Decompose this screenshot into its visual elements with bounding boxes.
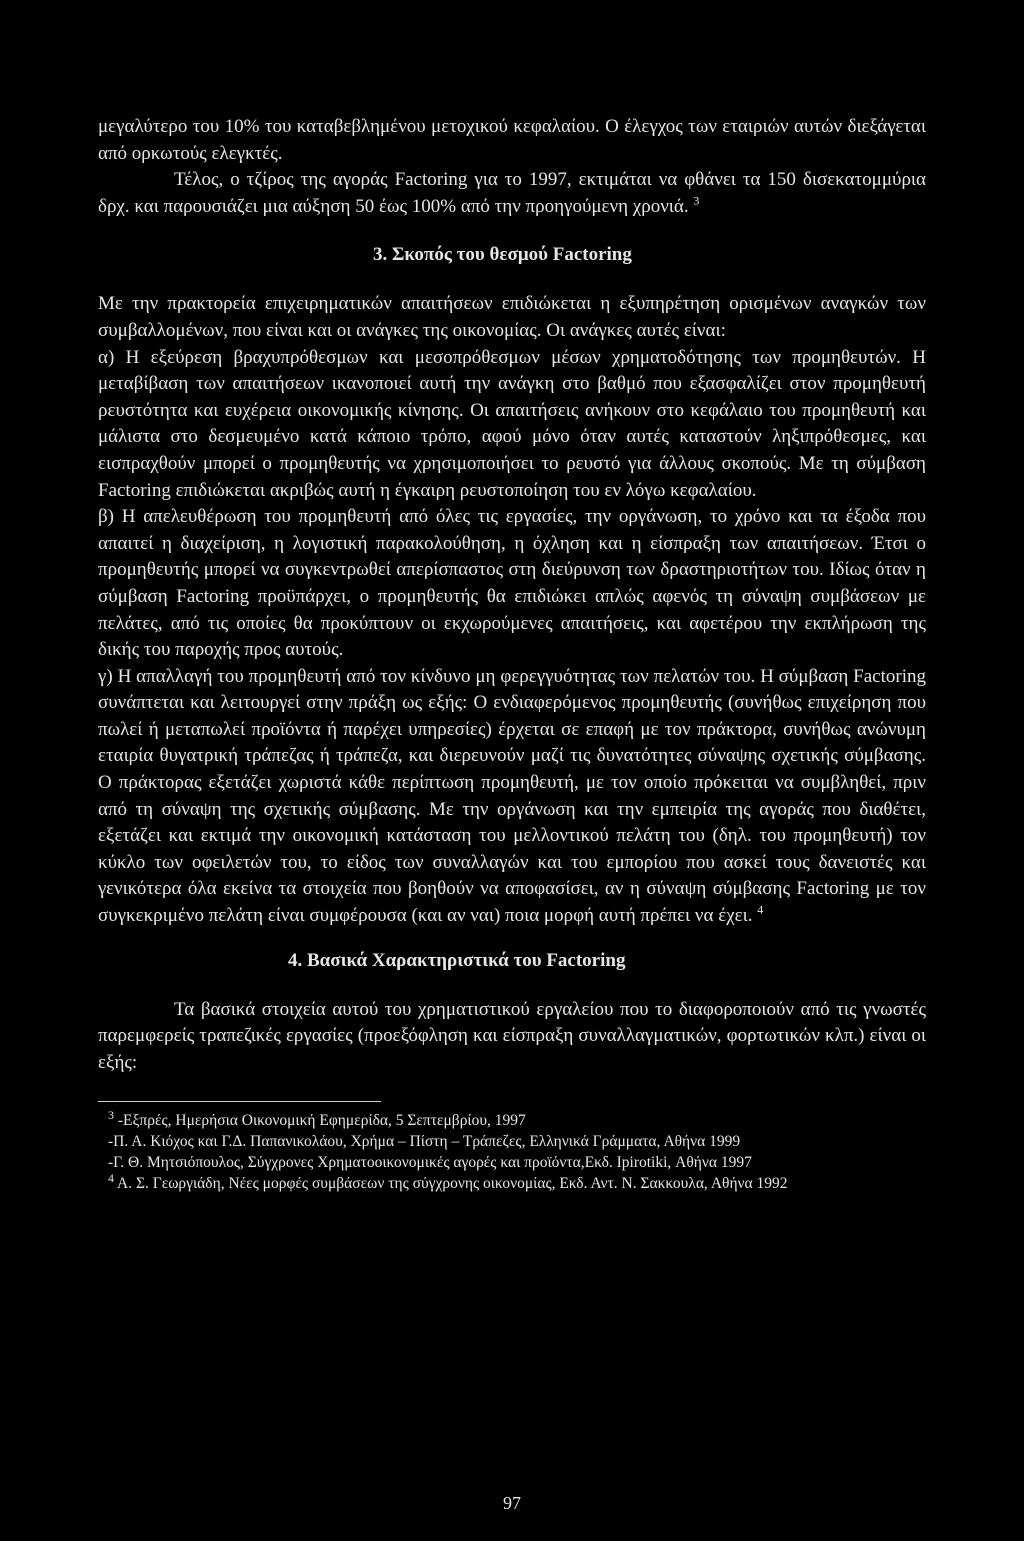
footnote-ref-3: 3 <box>693 193 700 208</box>
paragraph-text: Με την πρακτορεία επιχειρηματικών απαιτήσεων επιδιώκεται η εξυπηρέτηση ορισμένων αναγκών των συμβαλλομένων, που είναι και οι ανάγκες της οικονομίας. Οι ανάγκες αυτές είναι: <box>98 293 926 341</box>
paragraph-item-a <box>98 345 926 505</box>
footnote-text: -Γ. Θ. Μητσιόπουλος, Σύγχρονες Χρηματοοικονομικές αγορές και προϊόντα,Εκδ. Ipirotiki, Αθήνα 1997 <box>108 1154 752 1172</box>
paragraph-text: μεγαλύτερο του 10% του καταβεβλημένου μετοχικού κεφαλαίου. Ο έλεγχος των εταιριών αυτών διεξάγεται από ορκωτούς ελεγκτές. <box>98 116 926 164</box>
footnote-mark: 3 <box>108 1108 114 1123</box>
paragraph-item-b <box>98 504 926 664</box>
section-heading-4: 4. Βασικά Χαρακτηριστικά του Factoring <box>288 949 626 971</box>
footnote-3 <box>98 1110 926 1131</box>
paragraph-text: Τέλος, ο τζίρος της αγοράς Factoring για το 1997, εκτιμάται να φθάνει τα 150 δισεκατομμύρια δρχ. και παρουσιάζει μια αύξηση 50 έως 100% από την προηγούμενη χρονιά. <box>98 169 926 217</box>
footnote-3-third <box>98 1152 926 1173</box>
paragraph-text: γ) Η απαλλαγή του προμηθευτή από τον κίνδυνο μη φερεγγυότητας των πελατών του. Η σύμβαση Factoring συνάπτεται και λειτουργεί στην πράξη ως εξής: Ο ενδιαφερόμενος προμηθευτής (συνήθως επιχείρηση που πωλεί ή μεταπωλεί προϊόντα ή παρέχει υπηρεσίες) έρχεται σε επαφή με τον πράκτορα, συνήθως ανώνυμη εταιρία θυγατρική τράπεζας ή τράπεζα, και διερευνούν μαζί τις δυνατότητες σύναψης σχετικής σύμβασης. Ο πράκτορας εξετάζει χωριστά κάθε περίπτωση προμηθευτή, με τον οποίο πρόκειται να συμβληθεί, πριν από τη σύναψη της σχετικής σύμβασης. Με την οργάνωση και την εμπειρία της αγοράς που διαθέτει, εξετάζει και εκτιμά την οικονομική κατάσταση του μελλοντικού πελάτη του (δηλ. του προμηθευτή) τον κύκλο των οφειλετών του, το είδος των συναλλαγών και του εμπορίου που ασκεί τους δανειστές και γενικότερα όλα εκείνα τα στοιχεία που βοηθούν να αποφασίσει, αν η σύναψη σύμβασης Factoring με τον συγκεκριμένο πελάτη είναι συμφέρουσα (και αν ναι) ποια μορφή αυτή πρέπει να έχει. <box>98 665 926 927</box>
paragraph-needs-intro <box>98 291 926 344</box>
page-number: 97 <box>503 1493 521 1513</box>
paragraph-text: Τα βασικά στοιχεία αυτού του χρηματιστικού εργαλείου που το διαφοροποιούν από τις γνωστές παρεμφερείς τραπεζικές εργασίες (προεξόφληση και είσπραξη συναλλαγματικών, φορτωτικών κλπ.) είναι οι εξής: <box>98 998 926 1073</box>
footnote-text: -Εξπρές, Ημερήσια Οικονομική Εφημερίδα, 5 Σεπτεμβρίου, 1997 <box>117 1112 526 1130</box>
paragraph-item-c <box>98 664 926 930</box>
paragraph-basic-features <box>98 997 926 1077</box>
footnote-4 <box>98 1173 926 1194</box>
section-heading-3: 3. Σκοπός του θεσμού Factoring <box>373 244 632 266</box>
footnote-ref-4: 4 <box>757 902 764 917</box>
footnote-text: -Π. Α. Κιόχος και Γ.Δ. Παπανικολάου, Χρήμα – Πίστη – Τράπεζες, Ελληνικά Γράμματα, Αθήνα 1999 <box>108 1133 741 1151</box>
footnote-3-second <box>98 1131 926 1152</box>
footnote-text: Α. Σ. Γεωργιάδη, Νέες μορφές συμβάσεων της σύγχρονης οικονομίας, Εκδ. Αντ. Ν. Σακκουλα, Αθήνα 1992 <box>117 1175 788 1193</box>
page-body <box>98 114 926 1194</box>
paragraph-continuation <box>98 114 926 167</box>
footnote-mark: 4 <box>108 1171 114 1186</box>
paragraph-text: α) Η εξεύρεση βραχυπρόθεσμων και μεσοπρόθεσμων μέσων χρηματοδότησης των προμηθευτών. Η μεταβίβαση των απαιτήσεων ικανοποιεί αυτή την ανάγκη στο βαθμό που εξασφαλίζει στον προμηθευτή ρευστότητα και ευχέρεια οικονομικής κίνησης. Οι απαιτήσεις ανήκουν στο κεφάλαιο του προμηθευτή και μάλιστα στο δεσμευμένο κατά κάποιο τρόπο, αφού μόνο όταν αυτές καταστούν ληξιπρόθεσμες, και εισπραχθούν μπορεί ο προμηθευτής να χρησιμοποιήσει το ρευστό για άλλους σκοπούς. Με τη σύμβαση Factoring επιδιώκεται ακριβώς αυτή η έγκαιρη ρευστοποίηση του εν λόγω κεφαλαίου. <box>98 346 926 501</box>
paragraph-text: β) Η απελευθέρωση του προμηθευτή από όλες τις εργασίες, την οργάνωση, το χρόνο και τα έξοδα που απαιτεί η διαχείριση, η λογιστική παρακολούθηση, η όχληση και η είσπραξη των απαιτήσεων. Έτσι ο προμηθευτής μπορεί να συγκεντρωθεί απερίσπαστος στη διεύρυνση των δραστηριοτήτων του. Ιδίως όταν η σύμβαση Factoring προϋπάρχει, ο προμηθευτής θα επιδιώκει απλώς αφενός τη σύναψη συμβάσεων με πελάτες, από τις οποίες θα προκύπτουν οι εκχωρούμενες απαιτήσεις, και αφετέρου την εκπλήρωση της δικής του παροχής προς αυτούς. <box>98 506 926 661</box>
paragraph-market-turnover <box>98 167 926 220</box>
footnote-divider <box>98 1101 381 1102</box>
